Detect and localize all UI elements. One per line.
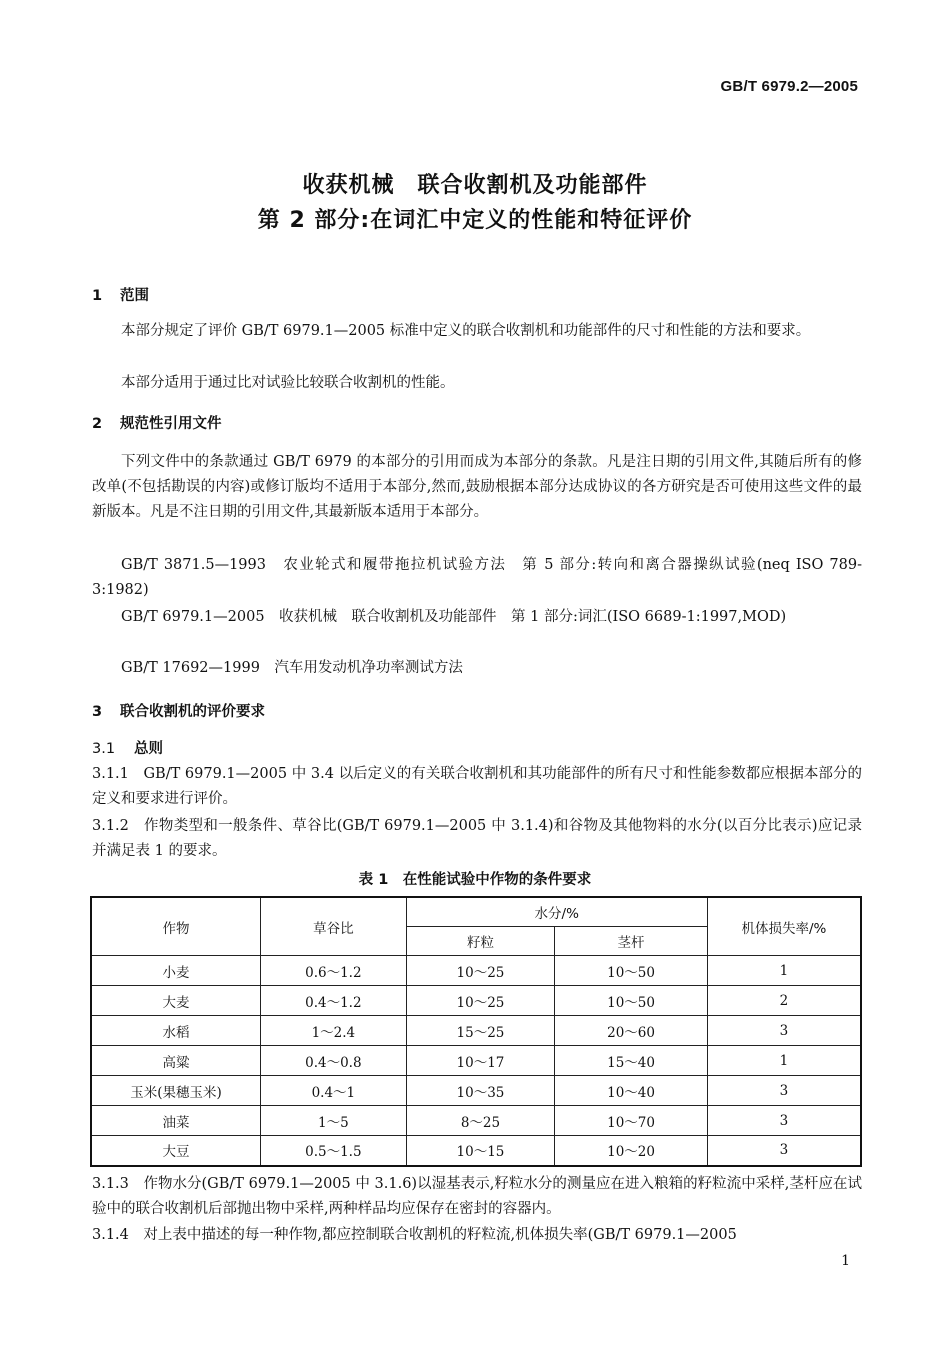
- cell-grain: 8～25: [406, 1106, 555, 1136]
- cell-straw: 10～50: [555, 986, 708, 1016]
- cell-crop: 水稻: [91, 1016, 261, 1046]
- cell-loss: 3: [707, 1016, 861, 1046]
- cell-crop: 玉米(果穗玉米): [91, 1076, 261, 1106]
- table-row: [91, 1046, 861, 1076]
- table-row: [91, 1136, 861, 1166]
- cell-loss: 1: [707, 1046, 861, 1076]
- clause-3-1-2: 3.1.2 作物类型和一般条件、草谷比(GB/T 6979.1—2005 中 3.1.4)和谷物及其他物料的水分(以百分比表示)应记录并满足表 1 的要求。: [92, 818, 862, 859]
- cell-ratio: 0.4～1: [261, 1076, 407, 1106]
- reference-1: GB/T 3871.5—1993 农业轮式和履带拖拉机试验方法 第 5 部分:转向和离合器操纵试验(neq ISO 789-3:1982): [92, 557, 862, 598]
- table-row: [91, 1016, 861, 1046]
- section-1-paragraph-1: 本部分规定了评价 GB/T 6979.1—2005 标准中定义的联合收割机和功能部件的尺寸和性能的方法和要求。: [121, 323, 811, 339]
- section-1-paragraph-2: 本部分适用于通过比对试验比较联合收割机的性能。: [121, 375, 455, 391]
- cell-ratio: 0.4～1.2: [261, 986, 407, 1016]
- cell-grain: 15～25: [406, 1016, 555, 1046]
- cell-grain: 10～25: [406, 956, 555, 986]
- table-1-caption: 表 1 在性能试验中作物的条件要求: [358, 872, 592, 888]
- section-3-title: 联合收割机的评价要求: [120, 704, 265, 720]
- cell-loss: 1: [707, 956, 861, 986]
- table-row: [91, 986, 861, 1016]
- cell-straw: 20～60: [555, 1016, 708, 1046]
- cell-crop: 高粱: [91, 1046, 261, 1076]
- header-crop: 作物: [91, 897, 261, 956]
- header-loss: 机体损失率/%: [707, 897, 861, 956]
- title-line-2: 第 2 部分:在词汇中定义的性能和特征评价: [257, 208, 693, 233]
- cell-loss: 2: [707, 986, 861, 1016]
- subsection-3-1-number: 3.1: [92, 741, 116, 757]
- cell-ratio: 1～2.4: [261, 1016, 407, 1046]
- section-2-title: 规范性引用文件: [120, 416, 222, 432]
- cell-loss: 3: [707, 1076, 861, 1106]
- crop-conditions-table: [90, 896, 862, 1167]
- cell-grain: 10～15: [406, 1136, 555, 1166]
- cell-crop: 大豆: [91, 1136, 261, 1166]
- cell-ratio: 1～5: [261, 1106, 407, 1136]
- section-1-heading: [92, 284, 149, 305]
- section-3-heading: [92, 700, 265, 721]
- standard-code: GB/T 6979.2—2005: [720, 78, 858, 95]
- cell-grain: 10～25: [406, 986, 555, 1016]
- cell-crop: 小麦: [91, 956, 261, 986]
- table-row: [91, 1076, 861, 1106]
- section-1-title: 范围: [120, 288, 149, 304]
- clause-3-1-1: 3.1.1 GB/T 6979.1—2005 中 3.4 以后定义的有关联合收割机和其功能部件的所有尺寸和性能参数都应根据本部分的定义和要求进行评价。: [92, 766, 862, 807]
- subsection-3-1-title: 总则: [134, 741, 163, 757]
- header-ratio: 草谷比: [261, 897, 407, 956]
- section-1-number: 1: [92, 288, 103, 304]
- cell-straw: 10～70: [555, 1106, 708, 1136]
- section-2-heading: [92, 412, 222, 433]
- subsection-3-1-heading: [92, 737, 163, 758]
- section-3-number: 3: [92, 704, 103, 720]
- table-row: [91, 956, 861, 986]
- cell-straw: 10～40: [555, 1076, 708, 1106]
- table-row: [91, 1106, 861, 1136]
- cell-loss: 3: [707, 1136, 861, 1166]
- clause-3-1-3: 3.1.3 作物水分(GB/T 6979.1—2005 中 3.1.6)以湿基表示,籽粒水分的测量应在进入粮箱的籽粒流中采样,茎杆应在试验中的联合收割机后部抛出物中采样,两种样品均应保存在密封的容器内。: [92, 1176, 862, 1217]
- title-line-1: 收获机械 联合收割机及功能部件: [302, 173, 648, 198]
- section-2-paragraph-1: 下列文件中的条款通过 GB/T 6979 的本部分的引用而成为本部分的条款。凡是注日期的引用文件,其随后所有的修改单(不包括勘误的内容)或修订版均不适用于本部分,然而,鼓励根据本部分达成协议的各方研究是否可使用这些文件的最新版本。凡是不注日期的引用文件,其最新版本适用于本部分。: [92, 454, 862, 520]
- section-2-number: 2: [92, 416, 103, 432]
- cell-loss: 3: [707, 1106, 861, 1136]
- page-number: 1: [841, 1253, 850, 1269]
- cell-grain: 10～17: [406, 1046, 555, 1076]
- cell-straw: 10～50: [555, 956, 708, 986]
- header-grain: 籽粒: [406, 927, 555, 956]
- clause-3-1-4: 3.1.4 对上表中描述的每一种作物,都应控制联合收割机的籽粒流,机体损失率(GB/T 6979.1—2005: [92, 1227, 737, 1243]
- cell-grain: 10～35: [406, 1076, 555, 1106]
- header-moisture: 水分/%: [406, 897, 707, 927]
- reference-2: GB/T 6979.1—2005 收获机械 联合收割机及功能部件 第 1 部分:词汇(ISO 6689-1:1997,MOD): [121, 609, 787, 625]
- cell-crop: 大麦: [91, 986, 261, 1016]
- cell-ratio: 0.6～1.2: [261, 956, 407, 986]
- cell-ratio: 0.4～0.8: [261, 1046, 407, 1076]
- reference-3: GB/T 17692—1999 汽车用发动机净功率测试方法: [121, 660, 463, 676]
- cell-crop: 油菜: [91, 1106, 261, 1136]
- cell-ratio: 0.5～1.5: [261, 1136, 407, 1166]
- cell-straw: 10～20: [555, 1136, 708, 1166]
- header-straw: 茎杆: [555, 927, 708, 956]
- cell-straw: 15～40: [555, 1046, 708, 1076]
